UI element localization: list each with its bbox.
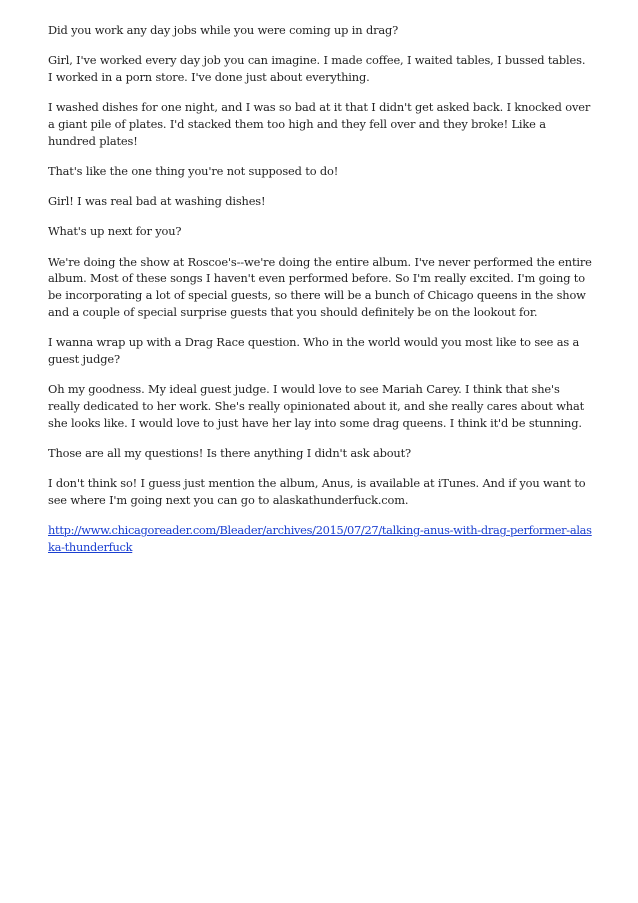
interview-answer: I don't think so! I guess just mention the album, Anus, is available at iTunes. And if you want to see where I'm going next you can go to alaskathunderfuck.com. [48,476,586,507]
interview-answer: Girl, I've worked every day job you can imagine. I made coffee, I waited tables, I bussed tables. I worked in a porn store. I've done just about everything. [48,53,586,84]
interview-answer: Girl! I was real bad at washing dishes! [48,194,266,209]
interview-question: Did you work any day jobs while you were coming up in drag? [48,23,399,37]
source-link-paragraph [48,522,593,556]
document-page [48,22,593,569]
source-link[interactable]: http://www.chicagoreader.com/Bleader/archives/2015/07/27/talking-anus-with-drag-performer-alaska-thunderfuck [48,523,592,554]
interview-answer: Oh my goodness. My ideal guest judge. I would love to see Mariah Carey. I think that she's really dedicated to her work. She's really opinionated about it, and she really cares about what she looks like. I would love to just have her lay into some drag queens. I think it'd be stunning. [48,382,585,430]
interview-answer: I washed dishes for one night, and I was so bad at it that I didn't get asked back. I knocked over a giant pile of plates. I'd stacked them too high and they fell over and they broke! Like a hundred plates! [48,100,591,148]
interview-question: Those are all my questions! Is there anything I didn't ask about? [48,445,411,460]
interview-question: I wanna wrap up with a Drag Race question. Who in the world would you most like to see as a guest judge? [48,335,580,366]
interview-answer: We're doing the show at Roscoe's--we're doing the entire album. I've never performed the entire album. Most of these songs I haven't even performed before. So I'm really excited. I'm going to be incorporating a lot of special guests, so there will be a bunch of Chicago queens in the show and a couple of special surprise guests that you should definitely be on the lookout for. [48,254,592,319]
interview-question: What's up next for you? [48,224,182,239]
interview-question: That's like the one thing you're not supposed to do! [48,163,339,178]
